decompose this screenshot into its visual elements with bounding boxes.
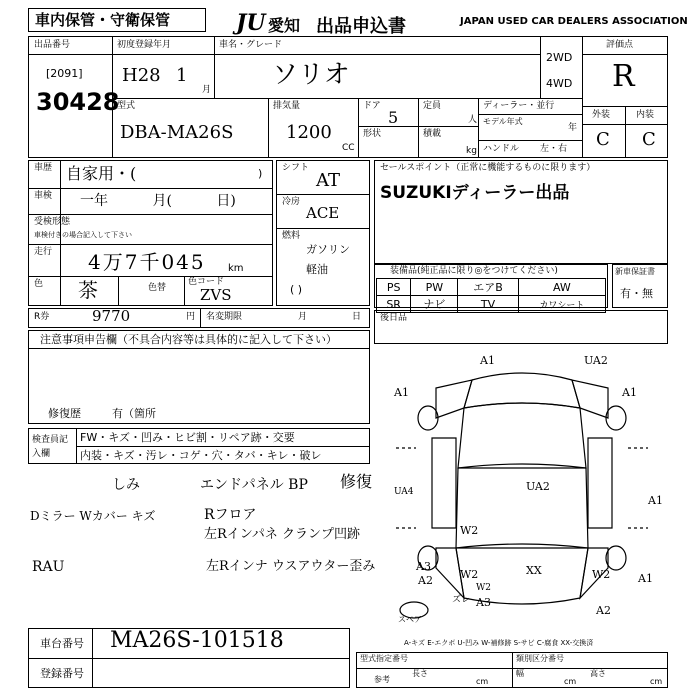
handle-value: 左・右 [540, 144, 568, 154]
shift-value: AT [316, 170, 341, 191]
form-title: 出品申込書 [316, 16, 406, 37]
color-label: 色 [34, 279, 44, 289]
dealer-label: ディーラー・並行 [483, 101, 555, 111]
diag-label-14: A2 [596, 604, 611, 617]
ref-label: 参考 [374, 675, 390, 684]
name-change-month: 月 [298, 312, 308, 322]
length-unit: cm [476, 677, 489, 686]
inspection-value: 一年 月( 日) [80, 193, 236, 209]
shape-label: 形状 [363, 129, 382, 139]
diag-label-0: A1 [480, 354, 495, 367]
history-label: 車歴 [34, 163, 53, 173]
remark-mirror: Dミラー Wカバー キズ [30, 509, 156, 523]
drive-2wd: 2WD [546, 51, 573, 64]
fuel-diesel: 軽油 [306, 263, 328, 276]
name-change-day: 日 [352, 312, 362, 322]
equipment-label: 装備品(純正品に限り◎をつけてください) [390, 266, 558, 276]
color-code-value: ZVS [200, 286, 232, 304]
equip-leather: カワシート [518, 296, 605, 313]
cc-value: 1200 [286, 122, 332, 143]
r-value: 9770 [92, 307, 131, 325]
color-code-label: 色コード [188, 277, 225, 287]
equip-airbag: エアB [458, 279, 518, 296]
mileage-label: 走行 [34, 247, 53, 257]
equip-navi: ナビ [411, 296, 458, 313]
lot-number: 30428 [36, 88, 120, 116]
rating-value: R [612, 59, 635, 94]
drive-4wd: 4WD [546, 77, 573, 90]
aircon-value: ACE [306, 204, 340, 222]
sales-value: SUZUKIディーラー出品 [380, 183, 570, 203]
remark-repair: 修復 [340, 472, 373, 491]
registration-label: 初度登録年月 [117, 40, 172, 50]
equip-ps: PS [377, 279, 411, 296]
history-value: 自家用・( [66, 164, 137, 183]
mileage-unit: km [228, 263, 244, 274]
diag-label-2: A1 [394, 386, 409, 399]
org-english: JAPAN USED CAR DEALERS ASSOCIATION [460, 16, 688, 27]
warranty-value: 有・無 [620, 287, 653, 300]
accept-note: 車検付きの場合記入して下さい [34, 231, 132, 239]
notes-label: 注意事項申告欄（不具合内容等は具体的に記入して下さい） [40, 333, 337, 346]
height-label: 高さ [590, 669, 606, 678]
width-unit: cm [564, 677, 577, 686]
r-unit: 円 [186, 312, 196, 322]
door-label: ドア [363, 101, 381, 111]
model-label: 車名・グレード [219, 40, 283, 50]
diag-label-5: UA4 [394, 487, 414, 497]
car-damage-diagram [376, 348, 668, 630]
load-unit: kg [466, 146, 477, 156]
diag-label-8: W2 [460, 568, 479, 581]
r-label: R券 [34, 312, 50, 322]
equip-tv: TV [458, 296, 518, 313]
diag-label-17: ズレ [452, 595, 471, 605]
diag-label-3: A1 [622, 386, 637, 399]
diagram-legend: A-キズ E-エクボ U-凹み W-補修跡 S-サビ C-腐食 XX-交換済 [404, 639, 594, 647]
remark-rau: RAU [32, 559, 65, 575]
length-label: 長さ [412, 669, 428, 678]
type-value: DBA-MA26S [120, 122, 234, 143]
chassis-label: 車台番号 [40, 637, 84, 650]
load-label: 積載 [423, 129, 442, 139]
registration-era: H28 [122, 65, 161, 86]
type-label: 型式 [117, 101, 136, 111]
diag-label-7: W2 [460, 524, 479, 537]
shift-label: シフト [282, 163, 310, 173]
capacity-unit: 人 [468, 115, 478, 125]
diag-label-15: A3 [476, 596, 491, 609]
mileage-value: 4万7千045 [88, 250, 206, 274]
ju-logo: JU [236, 10, 266, 36]
accept-label: 受検形態 [34, 217, 71, 227]
diag-label-6: A1 [648, 494, 663, 507]
equip-pw: PW [411, 279, 458, 296]
chassis-value: MA26S-101518 [110, 628, 284, 653]
inspector-label: 検査員記入欄 [32, 435, 69, 459]
repair-value: 有（箇所 [112, 407, 156, 420]
name-change-label: 名変期限 [206, 312, 243, 322]
inspector-row2: 内装・キズ・汚レ・コゲ・穴・タバ・キレ・破レ [80, 449, 322, 462]
equip-sr: SR [377, 296, 411, 313]
diag-label-11: A1 [638, 572, 653, 585]
diag-label-9: XX [526, 564, 542, 577]
diag-label-13: A2 [418, 574, 433, 587]
after-goods-section [374, 310, 668, 344]
cc-unit: CC [342, 143, 355, 153]
model-name: ソリオ [272, 60, 350, 90]
designation-label: 型式指定番号 [360, 654, 408, 663]
remark-rfloor: Rフロア [204, 507, 257, 523]
inspection-label: 車検 [34, 191, 53, 201]
sales-section [374, 160, 668, 264]
class-label: 類別区分番号 [516, 654, 564, 663]
diag-label-12: A3 [416, 560, 431, 573]
fuel-other: ( ) [290, 283, 303, 296]
height-unit: cm [650, 677, 663, 686]
reg-no-label: 登録番号 [40, 667, 84, 680]
registration-month: 1 [176, 65, 188, 86]
remark-endpanel: エンドパネル BP [200, 477, 308, 493]
exterior-grade: C [596, 129, 610, 150]
history-close-paren: ) [258, 167, 263, 180]
cc-label: 排気量 [273, 101, 301, 111]
equip-aw: AW [518, 279, 605, 296]
diag-label-16: W2 [476, 583, 491, 593]
diag-label-18: スペア [398, 615, 422, 624]
r-section [28, 308, 370, 328]
equipment-grid [376, 278, 606, 313]
lot-label: 出品番号 [34, 40, 71, 50]
header-title-left: 車内保管・守衛保管 [35, 11, 171, 29]
aircon-label: 冷房 [282, 197, 301, 207]
header-title-box [28, 8, 206, 32]
warranty-label: 新車保証書 [615, 267, 655, 276]
fuel-label: 燃料 [282, 231, 301, 241]
interior-label: 内装 [636, 110, 655, 120]
lot-sub: [2091] [46, 67, 83, 80]
color-swap-label: 色替 [148, 283, 167, 293]
model-year-unit: 年 [568, 123, 578, 133]
door-value: 5 [388, 108, 399, 127]
capacity-label: 定員 [423, 101, 442, 111]
remark-inner: 左Rインナ ウスアウター歪み [206, 559, 376, 574]
inspector-row1: FW・キズ・凹み・ヒビ割・リペア跡・交要 [80, 431, 295, 444]
remark-instrument: 左Rインパネ クランプ凹跡 [204, 527, 361, 542]
rating-label: 評価点 [606, 40, 634, 50]
org-name: 愛知 [268, 16, 301, 35]
color-value: 茶 [78, 278, 98, 302]
diag-label-10: W2 [592, 568, 611, 581]
diag-label-4: UA2 [526, 480, 550, 493]
remark-stain: しみ [112, 477, 140, 493]
fuel-gas: ガソリン [306, 243, 350, 256]
width-label: 幅 [516, 669, 524, 678]
interior-grade: C [642, 129, 656, 150]
sales-label: セールスポイント（正常に機能するものに限ります） [380, 163, 596, 173]
model-year-label: モデル年式 [483, 117, 523, 126]
handle-label: ハンドル [483, 144, 520, 154]
exterior-label: 外装 [592, 110, 611, 120]
registration-month-unit: 月 [202, 85, 212, 95]
diag-label-1: UA2 [584, 354, 608, 367]
after-goods-label: 後日品 [380, 313, 408, 323]
repair-label: 修復歴 [48, 407, 81, 420]
